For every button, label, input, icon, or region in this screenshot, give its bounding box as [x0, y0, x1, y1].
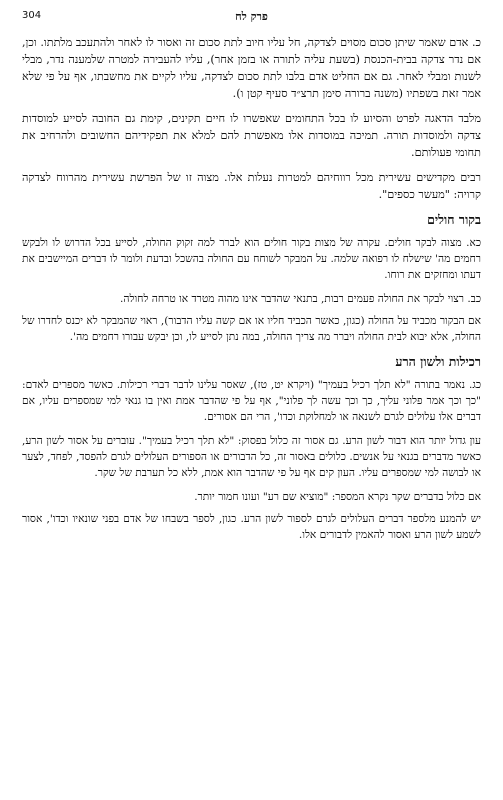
- paragraph-20: כ. אדם שאמר שיתן סכום מסוים לצדקה, חל עליו חיוב לתת סכום זה ואסור לו לאחר ולהתעכב מלתתו. וכן, אם נדר צדקה בבית-הכנסת (בשעת עליה לתורה או בזמן אחר), עליו להעבירה למטרה שלמענה נדר, מבלי לשנות ומבלי לאחר. גם אם החליט אדם בלבו לתת סכום לצדקה, עליו לקיים את מחשבתו, אף על פי שלא אמר זאת בשפתיו (משנה ברורה סימן תרצ״ד סעיף קטן ו).: [22, 36, 481, 100]
- paragraph-23: כג. נאמר בתורה "לא תלך רכיל בעמיך" (ויקרא יט, טז), שאסר עלינו לדבר דברי רכילות. כאשר מספרים לאדם: "כך וכך אמר פלוני עליך, כך וכך עשה לך פלוני", אף על פי שהדבר אמת ואין בו גנאי למי שמספרים עליו, אם דברים אלו עלולים לגרם לשנאה או למחלוקת וכדו', הרי הם אסורים.: [22, 379, 481, 423]
- paragraph-institutions: מלבד הדאגה לפרט והסיוע לו בכל התחומים שאפשרו לו חיים תקינים, קימת גם החובה לסייע למוסדות צדקה ולמוסדות תורה. תמיכה במוסדות אלו מאפשרת להם למלא את תפקידיהם החשובים ולהרחיב את תחומי פעולותם.: [22, 112, 481, 159]
- paragraph-motzi-shem-ra: אם כלול בדברים שקר נקרא המספר: "מוציא שם רע" ועונו חמור יותר.: [194, 491, 481, 503]
- paragraph-lashon-hara: עון גדול יותר הוא דבור לשון הרע. גם אסור זה כלול בפסוק: "לא תלך רכיל בעמיך". עוברים על אסור לשון הרע, כאשר מדברים בגנאי על אנשים. כלולים באסור זה, כל הדבורים או הספורים העלולים לגרם להפסד, לפחד, לצער או לבושה למי שמספרים עליו. העון קים אף על פי שהדבר הוא אמת, ללא כל תערבת של שקר.: [22, 435, 481, 479]
- section-heading-bikur-cholim: בקור חולים: [427, 212, 481, 227]
- page-number: 304: [22, 10, 42, 21]
- paragraph-visit-burden: אם הבקור מכביד על החולה (כגון, כאשר הכביד חליו או אם קשה עליו הדבור), ראוי שהמבקר לא יכנס לחדרו של החולה, אלא יבוא לבית החולה ויברר מה צריך החולה, במה נתן לסייע לו, וכן יבקש עבורו רחמים מה'.: [22, 315, 481, 343]
- section-heading-rechilut: רכילות ולשון הרע: [395, 354, 481, 369]
- paragraph-avoid-causing: יש להמנע מלספר דברים העלולים לגרם לספור לשון הרע. כגון, לספר בשבחו של אדם בפני שונאיו וכדו', אסור לשמע לשון הרע ואסור להאמין לדבורים אלו.: [22, 513, 481, 541]
- paragraph-21: כא. מצוה לבקר חולים. עקרה של מצות בקור חולים הוא לברר למה זקוק החולה, לסייע בכל הדרוש לו ולבקש רחמים מה' שישלח לו רפואה שלמה. על המבקר לשוחח עם החולה בהשכל ובדעת ולומר לו דברים המיישבים את דעתו ומחזקים את רוחו.: [22, 237, 482, 281]
- paragraph-maaser: רבים מקדישים עשירית מכל רווחיהם למטרות נעלות אלו. מצוה זו של הפרשת עשירית מהרווח לצדקה קרויה: "מעשר כספים".: [22, 171, 481, 201]
- page-header: [22, 10, 481, 26]
- chapter-title: פרק לח: [235, 10, 268, 23]
- paragraph-22: כב. רצוי לבקר את החולה פעמים רבות, בתנאי שהדבר אינו מהוה מטרד או טרחה לחולה.: [120, 293, 481, 305]
- page-content: [22, 34, 481, 551]
